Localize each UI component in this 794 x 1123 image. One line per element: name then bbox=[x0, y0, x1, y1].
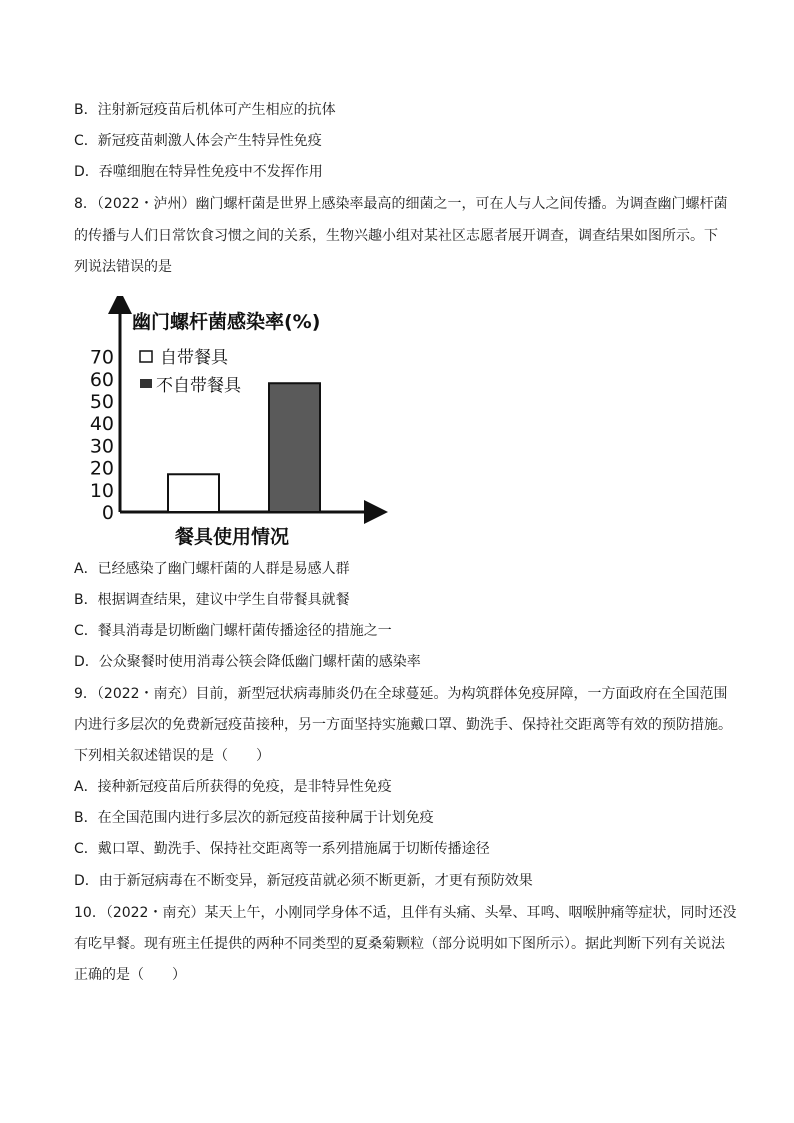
q8-option-a: A．已经感染了幽门螺杆菌的人群是易感人群 bbox=[74, 561, 350, 577]
q9-stem-line-1: 9．（2022・南充）目前，新型冠状病毒肺炎仍在全球蔓延。为构筑群体免疫屏障，一方面政府在全国范围 bbox=[74, 686, 728, 702]
q8-option-d: D．公众聚餐时使用消毒公筷会降低幽门螺杆菌的感染率 bbox=[74, 654, 421, 670]
y-tick-label: 10 bbox=[90, 479, 114, 502]
bar-own-utensils bbox=[168, 474, 219, 512]
q10-stem-line-2: 有吃早餐。现有班主任提供的两种不同类型的夏桑菊颗粒（部分说明如下图所示）。据此判断下列有关说法 bbox=[74, 936, 725, 952]
y-tick-label: 70 bbox=[90, 346, 114, 369]
y-tick-label: 30 bbox=[90, 435, 114, 458]
q10-stem-line-1: 10．（2022・南充）某天上午，小刚同学身体不适，且伴有头痛、头晕、耳鸣、咽喉肿痛等症状，同时还没 bbox=[74, 905, 737, 921]
legend-swatch-own-utensils bbox=[140, 351, 152, 362]
y-tick-label: 0 bbox=[101, 502, 114, 524]
y-tick-label: 50 bbox=[90, 391, 114, 413]
q9-option-b: B．在全国范围内进行多层次的新冠疫苗接种属于计划免疫 bbox=[74, 810, 434, 826]
q8-stem-line-1: 8．（2022・泸州）幽门螺杆菌是世界上感染率最高的细菌之一，可在人与人之间传播。为调查幽门螺杆菌 bbox=[74, 196, 728, 212]
q7-option-b: B．注射新冠疫苗后机体可产生相应的抗体 bbox=[74, 102, 336, 118]
q9-option-a: A．接种新冠疫苗后所获得的免疫，是非特异性免疫 bbox=[74, 779, 392, 795]
legend-label-own-utensils: 自带餐具 bbox=[160, 348, 228, 368]
y-tick-label: 60 bbox=[90, 368, 114, 391]
q9-option-d: D．由于新冠病毒在不断变异，新冠疫苗就必须不断更新，才更有预防效果 bbox=[74, 873, 533, 889]
q8-stem-line-2: 的传播与人们日常饮食习惯之间的关系，生物兴趣小组对某社区志愿者展开调查，调查结果如图所示。下 bbox=[74, 228, 718, 244]
q7-option-d: D．吞噬细胞在特异性免疫中不发挥作用 bbox=[74, 164, 323, 180]
x-axis-label: 餐具使用情况 bbox=[175, 526, 290, 548]
q8-stem-line-3: 列说法错误的是 bbox=[74, 259, 172, 275]
legend-swatch-no-own-utensils bbox=[140, 379, 152, 388]
chart-legend bbox=[140, 347, 242, 396]
bar-no-own-utensils bbox=[269, 383, 320, 512]
legend-label-no-own-utensils: 不自带餐具 bbox=[156, 376, 241, 396]
q9-stem-line-2: 内进行多层次的免费新冠疫苗接种，另一方面坚持实施戴口罩、勤洗手、保持社交距离等有效的预防措施。 bbox=[74, 717, 732, 733]
q7-option-c: C．新冠疫苗刺激人体会产生特异性免疫 bbox=[74, 133, 322, 149]
q9-stem-line-3: 下列相关叙述错误的是（ ） bbox=[74, 748, 270, 764]
y-tick-label: 40 bbox=[90, 413, 114, 436]
q10-stem-line-3: 正确的是（ ） bbox=[74, 967, 186, 983]
y-tick-label: 20 bbox=[90, 457, 114, 480]
q8-option-b: B．根据调查结果，建议中学生自带餐具就餐 bbox=[74, 592, 350, 608]
infection-rate-chart bbox=[90, 296, 390, 556]
q9-option-c: C．戴口罩、勤洗手、保持社交距离等一系列措施属于切断传播途径 bbox=[74, 841, 490, 857]
chart-title: 幽门螺杆菌感染率(%) bbox=[132, 311, 321, 333]
q8-option-c: C．餐具消毒是切断幽门螺杆菌传播途径的措施之一 bbox=[74, 623, 392, 639]
